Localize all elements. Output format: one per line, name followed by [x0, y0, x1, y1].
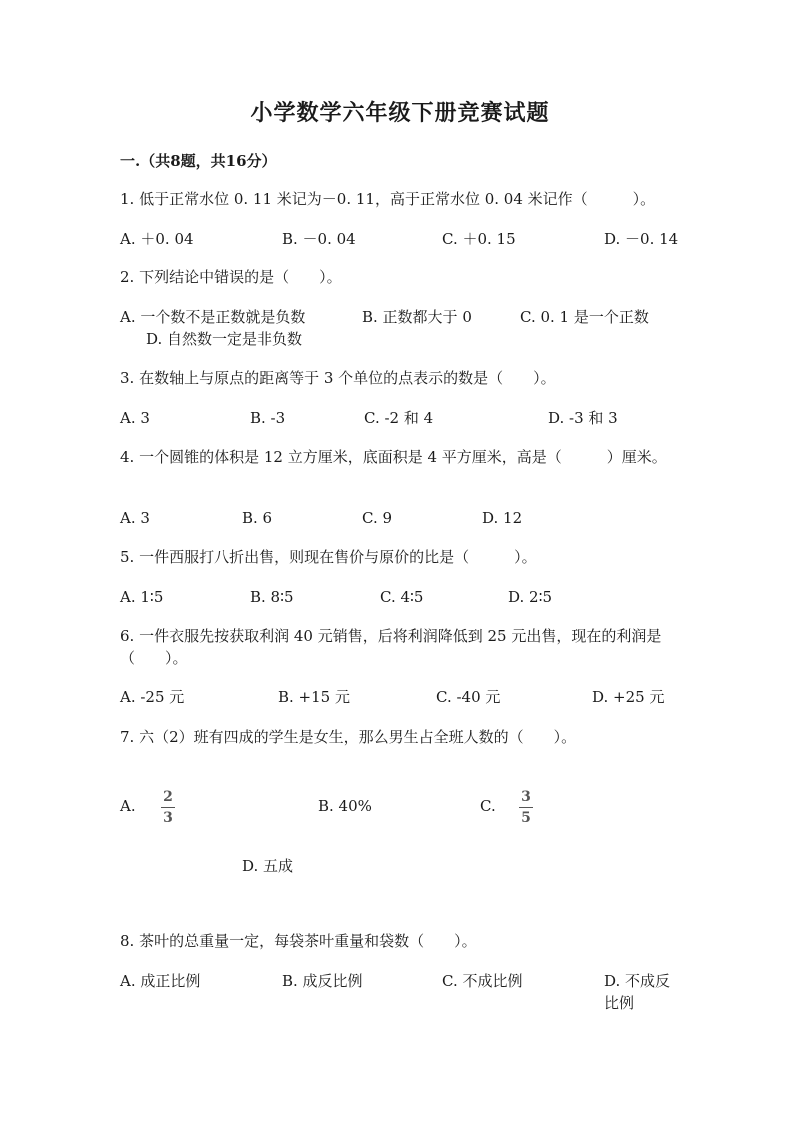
question-6-option-c: C. -40 元: [436, 688, 501, 706]
question-8-option-b: B. 成反比例: [282, 972, 363, 990]
question-5-option-b: B. 8∶5: [250, 588, 294, 606]
question-7-option-b: B. 40%: [318, 797, 372, 815]
question-4-option-b: B. 6: [242, 509, 273, 527]
question-5-option-d: D. 2∶5: [508, 588, 553, 606]
question-3-option-a: A. 3: [120, 409, 150, 427]
question-4-stem: 4. 一个圆锥的体积是 12 立方厘米，底面积是 4 平方厘米，高是（ ）厘米。: [120, 448, 667, 466]
fraction-bar: [161, 807, 175, 808]
fraction-denominator: 5: [521, 810, 531, 826]
fraction-numerator: 3: [521, 789, 531, 805]
question-6-option-a: A. -25 元: [120, 688, 185, 706]
question-2-option-b: B. 正数都大于 0: [362, 308, 472, 326]
question-1-option-c: C. ＋0. 15: [442, 230, 516, 248]
question-5-stem: 5. 一件西服打八折出售，则现在售价与原价的比是（ ）。: [120, 548, 537, 566]
question-2-option-c: C. 0. 1 是一个正数: [520, 308, 649, 326]
question-8-stem: 8. 茶叶的总重量一定，每袋茶叶重量和袋数（ ）。: [120, 932, 477, 950]
question-2-stem: 2. 下列结论中错误的是（ ）。: [120, 268, 342, 286]
question-6-stem: 6. 一件衣服先按获取利润 40 元销售，后将利润降低到 25 元出售，现在的利润是（ ）。: [120, 627, 662, 667]
question-8-option-d: D. 不成反比例: [604, 972, 671, 1012]
question-7-fraction-c: [519, 789, 533, 826]
question-4-option-a: A. 3: [120, 509, 150, 527]
question-6-option-b: B. +15 元: [278, 688, 350, 706]
page-title: 小学数学六年级下册竞赛试题: [250, 100, 550, 126]
question-3-option-c: C. -2 和 4: [364, 409, 434, 427]
question-3-stem: 3. 在数轴上与原点的距离等于 3 个单位的点表示的数是（ ）。: [120, 369, 556, 387]
question-7-option-a: A.: [120, 797, 136, 815]
question-5-option-c: C. 4∶5: [380, 588, 424, 606]
question-4-option-c: C. 9: [362, 509, 393, 527]
section-heading: 一.（共8题，共16分）: [120, 152, 277, 170]
question-6-option-d: D. +25 元: [592, 688, 665, 706]
fraction-bar: [519, 807, 533, 808]
question-7-stem: 7. 六（2）班有四成的学生是女生，那么男生占全班人数的（ ）。: [120, 728, 577, 746]
question-5-option-a: A. 1∶5: [120, 588, 164, 606]
question-1-stem: 1. 低于正常水位 0. 11 米记为－0. 11，高于正常水位 0. 04 米记作（ ）。: [120, 190, 656, 208]
question-7-option-d: D. 五成: [242, 857, 294, 875]
fraction-numerator: 2: [163, 789, 173, 805]
question-8-option-c: C. 不成比例: [442, 972, 523, 990]
question-8-option-a: A. 成正比例: [120, 972, 201, 990]
question-1-option-d: D. －0. 14: [604, 230, 679, 248]
question-1-option-a: A. ＋0. 04: [120, 230, 194, 248]
question-4-option-d: D. 12: [482, 509, 523, 527]
question-3-option-b: B. -3: [250, 409, 286, 427]
question-7-fraction-a: [161, 789, 175, 826]
fraction-denominator: 3: [163, 810, 173, 826]
question-7-option-c: C.: [480, 797, 496, 815]
question-3-option-d: D. -3 和 3: [548, 409, 618, 427]
question-1-option-b: B. －0. 04: [282, 230, 356, 248]
question-2-option-d: D. 自然数一定是非负数: [146, 330, 303, 348]
question-2-option-a: A. 一个数不是正数就是负数: [120, 308, 306, 326]
